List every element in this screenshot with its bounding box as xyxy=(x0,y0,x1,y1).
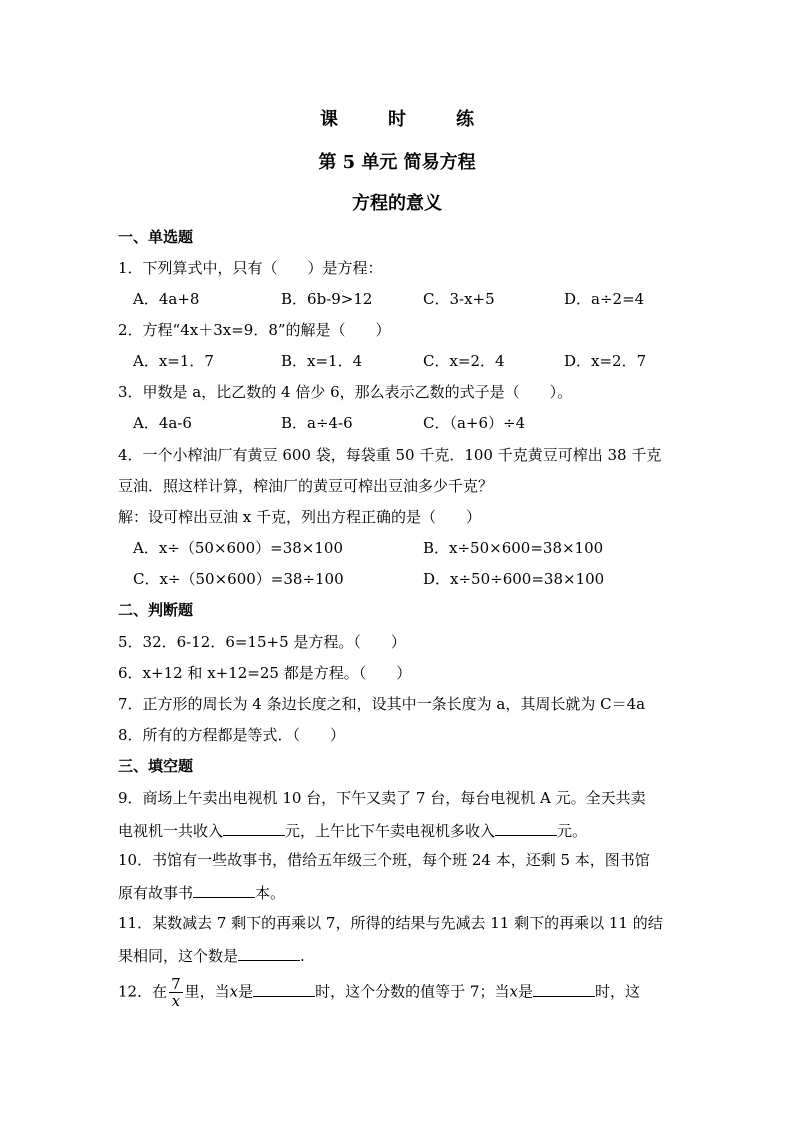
answer-blank[interactable] xyxy=(533,980,595,997)
answer-blank[interactable] xyxy=(193,881,255,898)
question-10-line-2 xyxy=(118,881,285,903)
question-4-line-1: 4．一个小榨油厂有黄豆 600 袋，每袋重 50 千克．100 千克黄豆可榨出 38 千克 xyxy=(118,446,662,464)
question-4-option-d: D．x÷50÷600=38×100 xyxy=(423,570,605,588)
question-11-line-2 xyxy=(118,944,305,966)
question-9-line-1: 9．商场上午卖出电视机 10 台，下午又卖了 7 台，每台电视机 A 元。全天共卖 xyxy=(118,789,646,807)
question-2-option-a: A．x=1．7 xyxy=(133,352,214,370)
answer-blank[interactable] xyxy=(223,819,285,836)
question-7: 7．正方形的周长为 4 条边长度之和，设其中一条长度为 a，其周长就为 C＝4a xyxy=(118,695,646,713)
question-12-text-a: 12．在 xyxy=(118,982,168,1001)
question-2-option-b: B．x=1．4 xyxy=(281,352,363,370)
question-12-text-c: 是 xyxy=(238,982,254,1001)
lesson-title: 方程的意义 xyxy=(352,193,442,214)
question-11-text-a: 果相同，这个数是 xyxy=(118,947,239,965)
question-12-text-d: 时，这个分数的值等于 7；当 xyxy=(315,982,510,1001)
unit-title: 第 5 单元 简易方程 xyxy=(318,152,476,173)
question-9-text-c: 元。 xyxy=(557,822,588,840)
question-10-line-1: 10．书馆有一些故事书，借给五年级三个班，每个班 24 本，还剩 5 本，图书馆 xyxy=(118,851,650,869)
fraction-numerator: 7 xyxy=(171,975,181,993)
question-4-line-3: 解：设可榨出豆油 x 千克，列出方程正确的是（ ） xyxy=(118,508,481,526)
section-heading-fill-blank: 三、填空题 xyxy=(118,757,194,775)
question-1-option-b: B．6b-9>12 xyxy=(281,290,373,308)
question-2-stem: 2．方程“4x＋3x=9．8”的解是（ ） xyxy=(118,321,391,339)
answer-blank[interactable] xyxy=(495,819,557,836)
page-title: 课 时 练 xyxy=(320,109,490,130)
variable-x: x xyxy=(509,982,518,1001)
section-heading-true-false: 二、判断题 xyxy=(118,601,194,619)
question-5: 5．32．6-12．6=15+5 是方程。（ ） xyxy=(118,633,406,651)
answer-blank[interactable] xyxy=(253,980,315,997)
question-4-line-2: 豆油．照这样计算，榨油厂的黄豆可榨出豆油多少千克？ xyxy=(118,477,494,495)
question-1-option-c: C．3-x+5 xyxy=(423,290,495,308)
question-4-option-b: B．x÷50×600=38×100 xyxy=(423,539,604,557)
section-heading-single-choice: 一、单选题 xyxy=(118,228,194,246)
question-12-text-e: 是 xyxy=(517,982,533,1001)
question-9-text-a: 电视机一共收入 xyxy=(118,822,224,840)
question-11-line-1: 11．某数减去 7 剩下的再乘以 7，所得的结果与先减去 11 剩下的再乘以 11 的结 xyxy=(118,914,663,932)
question-9-text-b: 元，上午比下午卖电视机多收入 xyxy=(285,822,496,840)
question-9-line-2 xyxy=(118,819,587,841)
question-2-option-d: D．x=2．7 xyxy=(564,352,647,370)
answer-blank[interactable] xyxy=(238,944,300,961)
question-3-option-a: A．4a-6 xyxy=(133,414,192,432)
question-4-option-a: A．x÷（50×600）=38×100 xyxy=(133,539,344,557)
fraction-denominator: x xyxy=(171,992,181,1010)
question-3-stem: 3．甲数是 a，比乙数的 4 倍少 6，那么表示乙数的式子是（ ）。 xyxy=(118,383,573,401)
question-1-option-d: D．a÷2=4 xyxy=(564,290,645,308)
question-1-stem: 1．下列算式中，只有（ ）是方程： xyxy=(118,259,383,277)
question-3-option-b: B．a÷4-6 xyxy=(281,414,353,432)
question-12-text-b: 里，当 xyxy=(184,982,230,1001)
question-2-option-c: C．x=2．4 xyxy=(423,352,505,370)
question-8: 8．所有的方程都是等式．（ ） xyxy=(118,726,346,744)
fraction xyxy=(169,976,183,1009)
question-11-text-b: . xyxy=(300,947,305,965)
question-12-text-f: 时，这 xyxy=(594,982,640,1001)
question-10-text-b: 本。 xyxy=(255,884,286,902)
question-12-line-1 xyxy=(118,976,640,1009)
question-4-option-c: C．x÷（50×600）=38÷100 xyxy=(133,570,344,588)
question-1-option-a: A．4a+8 xyxy=(133,290,200,308)
question-3-option-c: C．（a+6）÷4 xyxy=(423,414,526,432)
question-6: 6．x+12 和 x+12=25 都是方程。（ ） xyxy=(118,664,412,682)
question-10-text-a: 原有故事书 xyxy=(118,884,194,902)
variable-x: x xyxy=(229,982,239,1001)
